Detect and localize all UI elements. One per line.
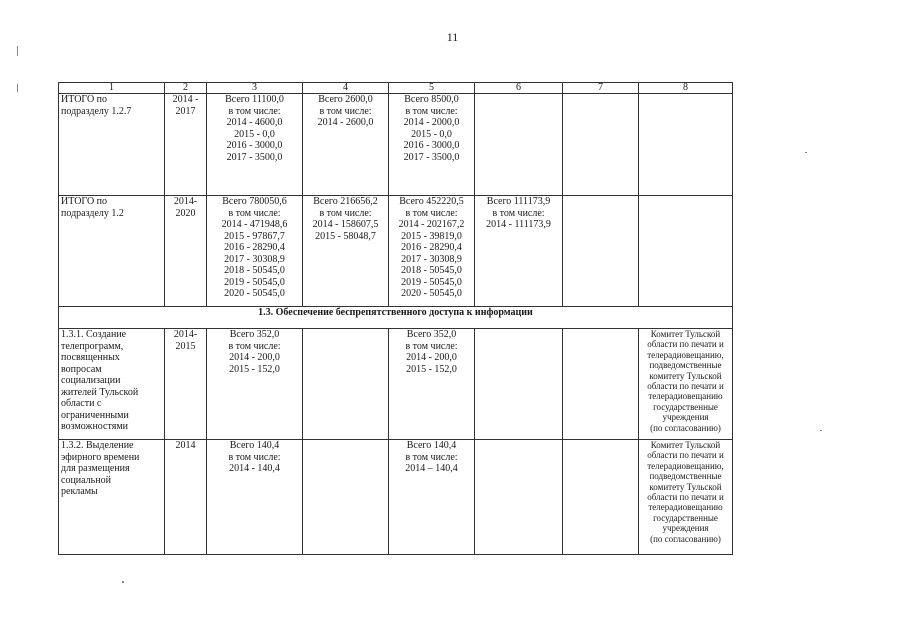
cell-line: Всего 780050,6: [222, 196, 287, 207]
section-title: 1.3. Обеспечение беспрепятственного доступа к информации: [59, 307, 733, 329]
cell-line: 1.3.1. Создание: [61, 329, 127, 340]
cell-line: Всего 216656,2: [313, 196, 378, 207]
cell-line: Всего 8500,0: [404, 94, 459, 105]
cell-line: социальной: [61, 474, 111, 486]
cell-line: телепрограмм,: [61, 340, 124, 352]
table-body: [59, 94, 733, 555]
column-header: 7: [563, 83, 639, 94]
cell-line: 2017: [175, 105, 196, 117]
cell-line: вопросам: [61, 363, 102, 375]
table-row: [59, 329, 733, 440]
cell-total-funding: [207, 440, 303, 555]
cell-line: Всего 352,0: [406, 329, 457, 340]
cell-line: в том числе:: [228, 451, 281, 463]
cell-line: телерадиовещанию,: [647, 460, 724, 471]
cell-line: в том числе:: [405, 451, 458, 463]
cell-line: 2014-: [173, 196, 198, 207]
cell-line: в том числе:: [319, 207, 372, 219]
cell-federal-funding: [303, 94, 389, 196]
column-header: 6: [475, 83, 563, 94]
cell-line: 2018 - 50545,0: [401, 265, 462, 276]
cell-line: в том числе:: [405, 340, 458, 352]
cell-period: [165, 196, 207, 307]
scan-speck: [17, 46, 18, 56]
cell-line: рекламы: [61, 486, 98, 497]
cell-line: 2014 - 140,4: [229, 463, 280, 474]
cell-line: возможностями: [61, 421, 129, 432]
cell-local-funding: [475, 440, 563, 555]
cell-total-funding: [207, 94, 303, 196]
cell-line: подведомственные: [649, 360, 722, 371]
cell-line: 2015 - 152,0: [229, 363, 280, 375]
cell-regional-funding: [389, 94, 475, 196]
cell-total-funding: [207, 196, 303, 307]
cell-line: 2017 - 30308,9: [401, 253, 462, 265]
cell-local-funding: [475, 94, 563, 196]
cell-line: области по печати и: [647, 381, 724, 392]
cell-line: в том числе:: [405, 105, 458, 117]
cell-line: Всего 111173,9: [486, 196, 551, 207]
cell-line: Комитет Тульской: [650, 329, 721, 339]
cell-line: 2019 - 50545,0: [224, 276, 285, 288]
cell-line: 2014 - 2000,0: [403, 117, 460, 128]
cell-line: Всего 2600,0: [318, 94, 373, 105]
cell-executor: [639, 196, 733, 307]
cell-line: 2014 - 200,0: [229, 352, 280, 363]
cell-line: 2014: [175, 440, 196, 451]
cell-line: 2020: [175, 207, 196, 219]
cell-regional-funding: [389, 196, 475, 307]
cell-federal-funding: [303, 440, 389, 555]
cell-line: эфирного времени: [61, 451, 140, 463]
program-table: [58, 82, 733, 555]
cell-line: Всего 140,4: [229, 440, 280, 451]
cell-line: 2016 - 28290,4: [401, 242, 462, 253]
cell-line: 2020 - 50545,0: [224, 288, 285, 299]
cell-line: в том числе:: [405, 207, 458, 219]
cell-line: (по согласованию): [650, 422, 721, 433]
cell-line: области по печати и: [647, 492, 724, 503]
cell-other-funding: [563, 94, 639, 196]
cell-line: 2015 - 58048,7: [315, 230, 376, 242]
cell-line: 2014 – 140,4: [405, 463, 458, 474]
cell-line: для размещения: [61, 463, 130, 474]
column-header: 3: [207, 83, 303, 94]
cell-line: 2014 -: [172, 94, 199, 105]
cell-line: 2014 - 202167,2: [398, 219, 465, 230]
cell-line: 2014 - 2600,0: [317, 117, 374, 128]
cell-line: телерадиовещанию: [648, 502, 723, 513]
header-row: [59, 83, 733, 94]
cell-line: (по согласованию): [650, 533, 721, 544]
cell-local-funding: [475, 196, 563, 307]
cell-line: 2014 - 158607,5: [312, 219, 379, 230]
cell-period: [165, 440, 207, 555]
cell-line: комитету Тульской: [649, 370, 722, 381]
cell-line: 2017 - 3500,0: [226, 151, 283, 163]
table-row: [59, 440, 733, 555]
cell-line: 2019 - 50545,0: [401, 276, 462, 288]
cell-executor: [639, 94, 733, 196]
cell-regional-funding: [389, 329, 475, 440]
column-header: 5: [389, 83, 475, 94]
cell-line: Всего 352,0: [229, 329, 280, 340]
cell-line: 2014 - 111173,9: [486, 219, 551, 230]
scan-speck: [805, 152, 807, 153]
cell-other-funding: [563, 440, 639, 555]
cell-name: [59, 196, 165, 307]
cell-line: жителей Тульской: [61, 386, 139, 398]
cell-line: комитету Тульской: [649, 481, 722, 492]
scan-speck: [17, 84, 18, 92]
column-header: 8: [639, 83, 733, 94]
cell-line: 2018 - 50545,0: [224, 265, 285, 276]
cell-line: 2020 - 50545,0: [401, 288, 462, 299]
cell-line: государственные: [653, 401, 718, 412]
cell-other-funding: [563, 329, 639, 440]
cell-line: области по печати и: [647, 339, 724, 350]
page-number: 11: [446, 30, 459, 44]
cell-line: 2015 - 0,0: [411, 128, 452, 140]
cell-line: подразделу 1.2: [61, 207, 124, 219]
cell-line: области с: [61, 398, 102, 409]
cell-line: в том числе:: [492, 207, 545, 219]
section-row: [59, 307, 733, 329]
cell-line: 2015 - 152,0: [406, 363, 457, 375]
table-row: [59, 94, 733, 196]
cell-name: [59, 94, 165, 196]
cell-line: 2015 - 39819,0: [401, 230, 462, 242]
cell-line: 2014 - 471948,6: [221, 219, 288, 230]
column-header: 2: [165, 83, 207, 94]
cell-line: посвященных: [61, 352, 120, 363]
cell-executor: [639, 329, 733, 440]
cell-federal-funding: [303, 196, 389, 307]
cell-line: 2016 - 3000,0: [226, 140, 283, 151]
cell-line: ограниченными: [61, 409, 129, 421]
cell-executor: [639, 440, 733, 555]
cell-period: [165, 329, 207, 440]
cell-line: подразделу 1.2.7: [61, 105, 132, 117]
cell-line: в том числе:: [228, 340, 281, 352]
cell-line: 2014 - 200,0: [406, 352, 457, 363]
cell-line: 2017 - 3500,0: [403, 151, 460, 163]
cell-line: 2015 - 0,0: [234, 128, 275, 140]
cell-line: в том числе:: [228, 105, 281, 117]
cell-line: учреждения: [662, 412, 709, 423]
cell-local-funding: [475, 329, 563, 440]
cell-name: [59, 440, 165, 555]
cell-regional-funding: [389, 440, 475, 555]
cell-line: ИТОГО по: [61, 196, 108, 207]
cell-line: в том числе:: [228, 207, 281, 219]
scan-speck: [122, 581, 124, 583]
cell-federal-funding: [303, 329, 389, 440]
cell-line: телерадиовещанию,: [647, 349, 724, 360]
cell-line: государственные: [653, 512, 718, 523]
cell-line: 2014-: [173, 329, 198, 340]
cell-line: области по печати и: [647, 450, 724, 461]
cell-line: 2016 - 3000,0: [403, 140, 460, 151]
cell-line: 2017 - 30308,9: [224, 253, 285, 265]
scan-speck: [820, 430, 822, 431]
cell-line: Всего 140,4: [406, 440, 457, 451]
column-header: 4: [303, 83, 389, 94]
cell-line: 2016 - 28290,4: [224, 242, 285, 253]
column-header: 1: [59, 83, 165, 94]
cell-total-funding: [207, 329, 303, 440]
cell-line: ИТОГО по: [61, 94, 108, 105]
cell-line: телерадиовещанию: [648, 391, 723, 402]
cell-line: социализации: [61, 375, 121, 386]
cell-line: Комитет Тульской: [650, 440, 721, 450]
cell-line: учреждения: [662, 523, 709, 534]
cell-other-funding: [563, 196, 639, 307]
cell-period: [165, 94, 207, 196]
table-row: [59, 196, 733, 307]
cell-line: Всего 11100,0: [225, 94, 284, 105]
cell-line: 2015 - 97867,7: [224, 230, 285, 242]
cell-line: Всего 452220,5: [399, 196, 464, 207]
cell-line: 1.3.2. Выделение: [61, 440, 134, 451]
cell-line: 2015: [175, 340, 196, 352]
cell-line: в том числе:: [319, 105, 372, 117]
cell-line: подведомственные: [649, 471, 722, 482]
cell-name: [59, 329, 165, 440]
cell-line: 2014 - 4600,0: [226, 117, 283, 128]
